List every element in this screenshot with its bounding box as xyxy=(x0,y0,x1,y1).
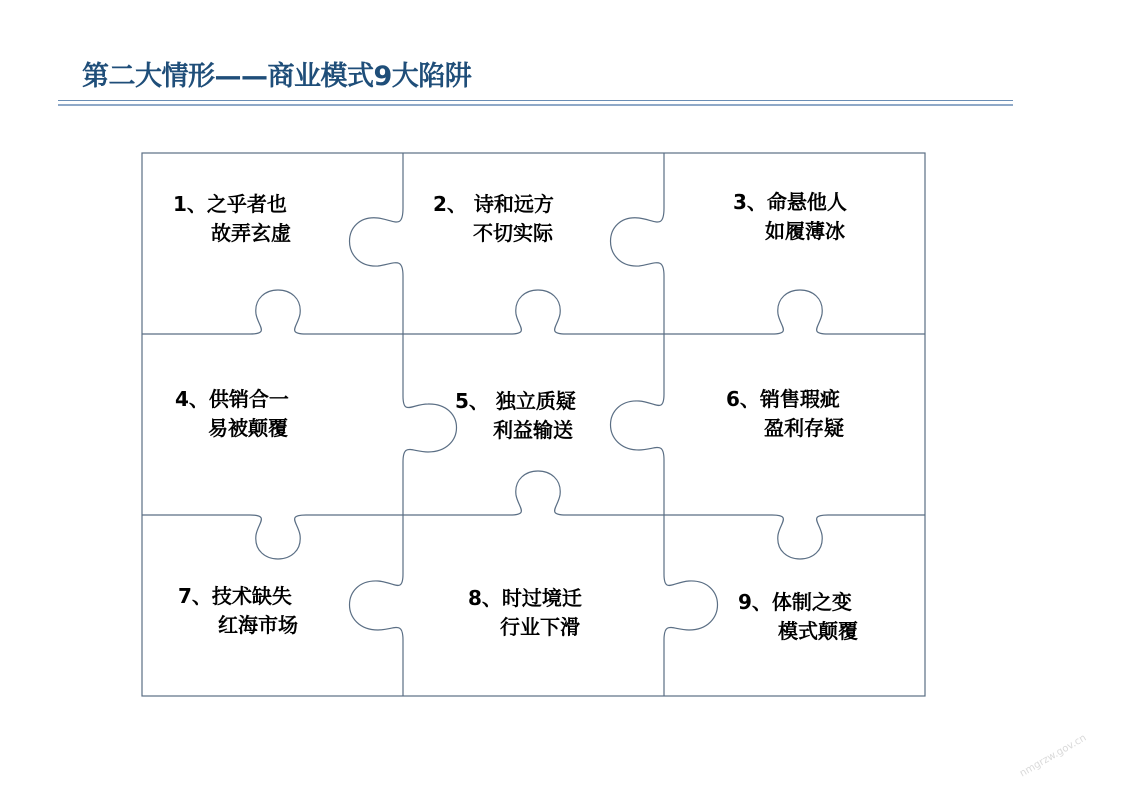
edge-3-6 xyxy=(664,290,925,334)
watermark: nmgrzw.gov.cn xyxy=(1018,732,1089,780)
edge-4-7 xyxy=(142,515,403,559)
piece-7-label: 7、技术缺失 红海市场 xyxy=(178,584,298,637)
page-title: 第二大情形——商业模式9大陷阱 xyxy=(82,61,472,92)
piece-5-label: 5、 独立质疑 利益输送 xyxy=(455,389,576,442)
piece-6-label: 6、销售瑕疵 盈利存疑 xyxy=(726,387,844,440)
edge-1-4 xyxy=(142,290,403,334)
piece-3-label: 3、命悬他人 如履薄冰 xyxy=(733,190,847,243)
piece-2-label: 2、 诗和远方 不切实际 xyxy=(433,192,554,245)
edge-2-5 xyxy=(403,290,664,334)
edge-6-9 xyxy=(664,515,925,559)
edge-5-8 xyxy=(403,471,664,515)
edge-8-9 xyxy=(664,515,718,696)
piece-8-label: 8、时过境迁 行业下滑 xyxy=(468,586,582,639)
piece-9-label: 9、体制之变 模式颠覆 xyxy=(738,590,858,643)
piece-1-label: 1、之乎者也 故弄玄虚 xyxy=(173,192,291,245)
piece-4-label: 4、供销合一 易被颠覆 xyxy=(175,387,289,440)
edge-4-5 xyxy=(403,334,457,515)
